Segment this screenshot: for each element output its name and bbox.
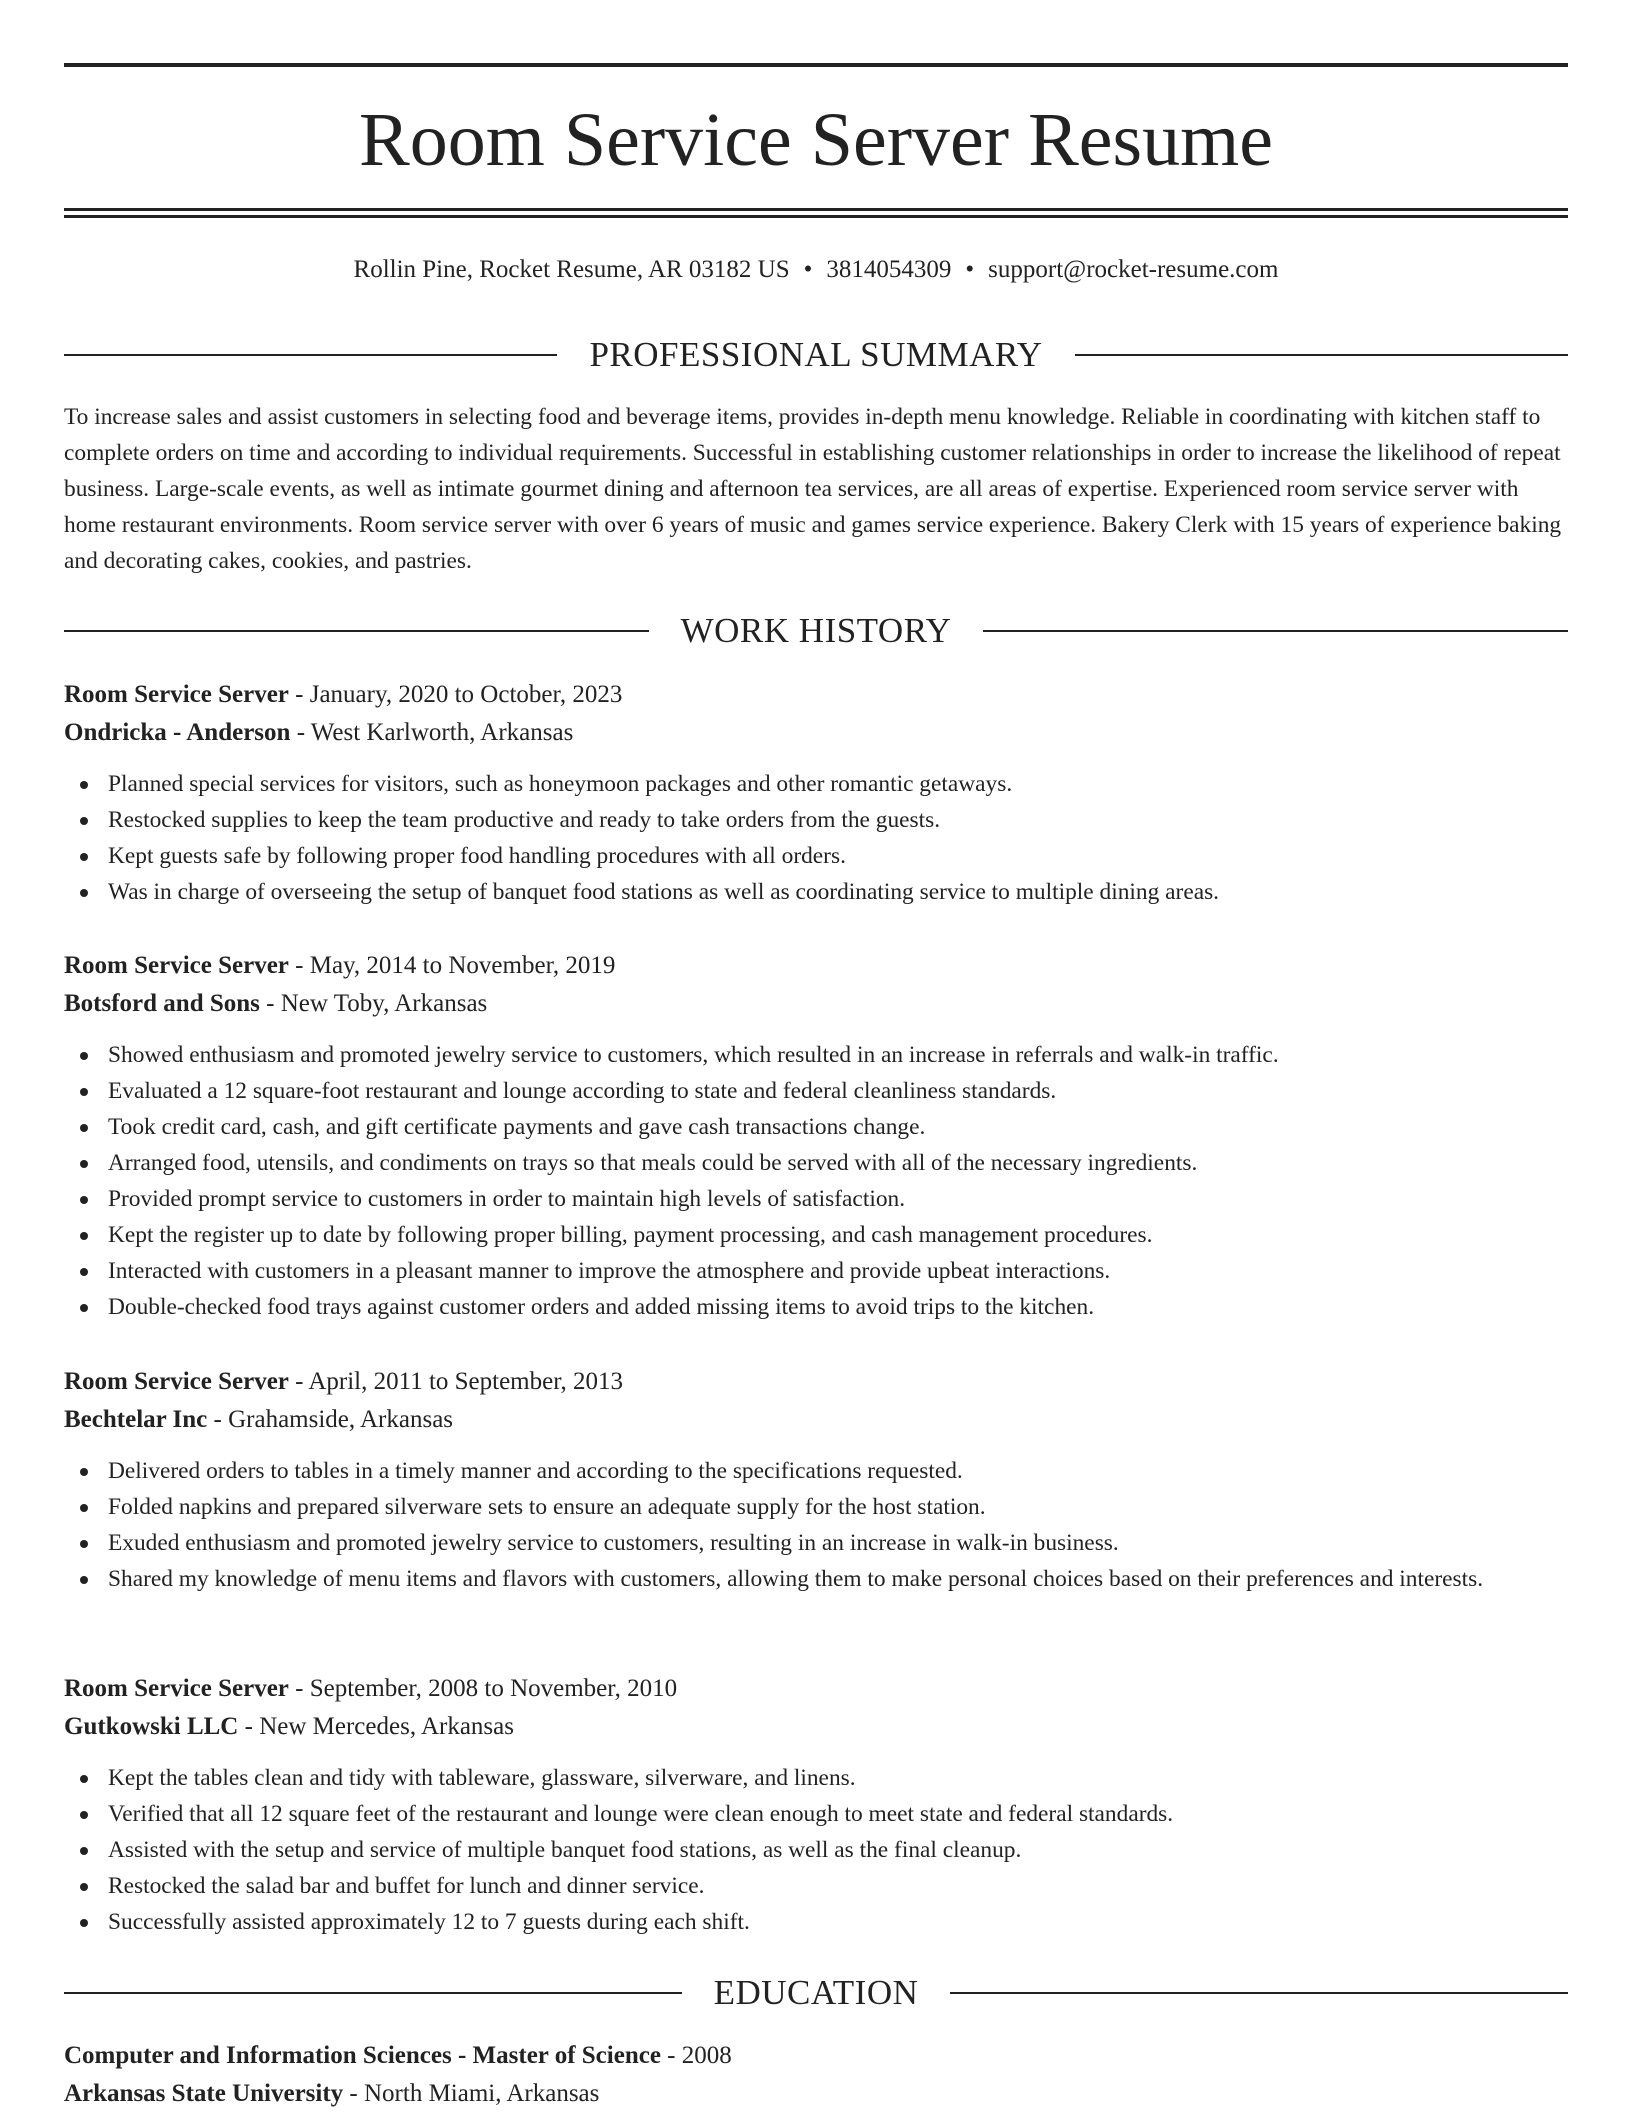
job-bullet: Successfully assisted approximately 12 to 7 guests during each shift.: [64, 1904, 1568, 1940]
job-bullet: Delivered orders to tables in a timely manner and according to the specifications requested.: [64, 1453, 1568, 1489]
job-bullet: Took credit card, cash, and gift certificate payments and gave cash transactions change.: [64, 1109, 1568, 1145]
job-bullets: [64, 1760, 1568, 1940]
job-bullet: Showed enthusiasm and promoted jewelry service to customers, which resulted in an increase in referrals and walk-in traffic.: [64, 1037, 1568, 1073]
education-location: - North Miami, Arkansas: [343, 2080, 600, 2107]
job-title-line: [64, 947, 1568, 985]
heading-rule-left: [64, 354, 557, 356]
job-company: Gutkowski LLC: [64, 1713, 239, 1740]
job-dates: - May, 2014 to November, 2019: [288, 952, 616, 979]
education-heading-label: EDUCATION: [713, 1973, 919, 2012]
job-title: Room Service Server: [64, 952, 289, 979]
job-bullet: Double-checked food trays against customer orders and added missing items to avoid trips to the kitchen.: [64, 1289, 1568, 1325]
job-bullet: Kept the tables clean and tidy with tableware, glassware, silverware, and linens.: [64, 1760, 1568, 1796]
work-history-heading-label: WORK HISTORY: [680, 611, 952, 650]
contact-email: support@rocket-resume.com: [988, 256, 1279, 283]
contact-phone: 3814054309: [826, 256, 952, 283]
job-bullet: Interacted with customers in a pleasant manner to improve the atmosphere and provide upbeat interactions.: [64, 1253, 1568, 1289]
contact-line: [64, 252, 1568, 288]
top-rule: [64, 63, 1568, 67]
job-title-line: [64, 1363, 1568, 1401]
job-bullet: Folded napkins and prepared silverware sets to ensure an adequate supply for the host station.: [64, 1489, 1568, 1525]
job-dates: - September, 2008 to November, 2010: [288, 1675, 678, 1702]
job-bullet: Shared my knowledge of menu items and flavors with customers, allowing them to make personal choices based on their preferences and interests.: [64, 1561, 1568, 1597]
education-school: Arkansas State University: [64, 2080, 344, 2107]
education-degree-line: [64, 2037, 1568, 2075]
heading-rule-right: [1075, 354, 1568, 356]
job-entry: [64, 1670, 1568, 1940]
job-bullet: Exuded enthusiasm and promoted jewelry service to customers, resulting in an increase in walk-in business.: [64, 1525, 1568, 1561]
job-location: - New Mercedes, Arkansas: [238, 1713, 514, 1740]
resume-title: Room Service Server Resume: [359, 98, 1273, 182]
job-bullets: [64, 1037, 1568, 1325]
job-bullet: Arranged food, utensils, and condiments on trays so that meals could be served with all of the necessary ingredients.: [64, 1145, 1568, 1181]
title-double-rule: [64, 208, 1568, 218]
job-company: Botsford and Sons: [64, 990, 260, 1017]
heading-rule-left: [64, 1992, 682, 1994]
job-bullet: Restocked supplies to keep the team productive and ready to take orders from the guests.: [64, 802, 1568, 838]
job-company-line: [64, 714, 1568, 752]
job-title-line: [64, 676, 1568, 714]
job-bullet: Was in charge of overseeing the setup of banquet food stations as well as coordinating service to multiple dining areas.: [64, 874, 1568, 910]
contact-address: Rollin Pine, Rocket Resume, AR 03182 US: [353, 256, 790, 283]
contact-separator: •: [965, 256, 975, 283]
job-bullet: Verified that all 12 square feet of the restaurant and lounge were clean enough to meet state and federal standards.: [64, 1796, 1568, 1832]
summary-heading-label: PROFESSIONAL SUMMARY: [589, 335, 1043, 374]
job-bullet: Provided prompt service to customers in order to maintain high levels of satisfaction.: [64, 1181, 1568, 1217]
job-bullets: [64, 766, 1568, 910]
job-bullet: Restocked the salad bar and buffet for lunch and dinner service.: [64, 1868, 1568, 1904]
job-dates: - January, 2020 to October, 2023: [288, 681, 623, 708]
job-entry: [64, 676, 1568, 910]
job-bullet: Planned special services for visitors, such as honeymoon packages and other romantic getaways.: [64, 766, 1568, 802]
job-bullets: [64, 1453, 1568, 1597]
job-dates: - April, 2011 to September, 2013: [288, 1368, 624, 1395]
heading-rule-right: [983, 630, 1568, 632]
job-entry: [64, 1363, 1568, 1597]
education-heading: [64, 1971, 1568, 2015]
summary-text: To increase sales and assist customers in selecting food and beverage items, provides in-depth menu knowledge. Reliable in coordinating with kitchen staff to complete orders on time and according to individual requirements. Successful in establishing customer relationships in order to increase the likelihood of repeat business. Large-scale events, as well as intimate gourmet dining and afternoon tea services, are all areas of expertise. Experienced room service server with home restaurant environments. Room service server with over 6 years of music and games service experience. Bakery Clerk with 15 years of experience baking and decorating cakes, cookies, and pastries.: [64, 404, 1562, 574]
job-bullet: Kept guests safe by following proper food handling procedures with all orders.: [64, 838, 1568, 874]
heading-rule-right: [950, 1992, 1568, 1994]
job-bullet: Evaluated a 12 square-foot restaurant and lounge according to state and federal cleanliness standards.: [64, 1073, 1568, 1109]
job-location: - West Karlworth, Arkansas: [290, 719, 574, 746]
job-entry: [64, 947, 1568, 1325]
education-school-line: [64, 2075, 1568, 2113]
job-company: Ondricka - Anderson: [64, 719, 291, 746]
heading-rule-left: [64, 630, 649, 632]
education-degree: Computer and Information Sciences - Master of Science: [64, 2042, 661, 2069]
education-year: - 2008: [660, 2042, 732, 2069]
job-location: - Grahamside, Arkansas: [207, 1406, 454, 1433]
job-title: Room Service Server: [64, 681, 289, 708]
work-history-heading: [64, 609, 1568, 653]
job-title-line: [64, 1670, 1568, 1708]
job-company-line: [64, 985, 1568, 1023]
job-company-line: [64, 1401, 1568, 1439]
job-company-line: [64, 1708, 1568, 1746]
summary-heading: [64, 333, 1568, 377]
job-title: Room Service Server: [64, 1368, 289, 1395]
job-company: Bechtelar Inc: [64, 1406, 208, 1433]
job-bullet: Kept the register up to date by following proper billing, payment processing, and cash management procedures.: [64, 1217, 1568, 1253]
job-title: Room Service Server: [64, 1675, 289, 1702]
job-location: - New Toby, Arkansas: [259, 990, 488, 1017]
contact-separator: •: [803, 256, 813, 283]
job-bullet: Assisted with the setup and service of multiple banquet food stations, as well as the final cleanup.: [64, 1832, 1568, 1868]
education-entry: [64, 2037, 1568, 2113]
